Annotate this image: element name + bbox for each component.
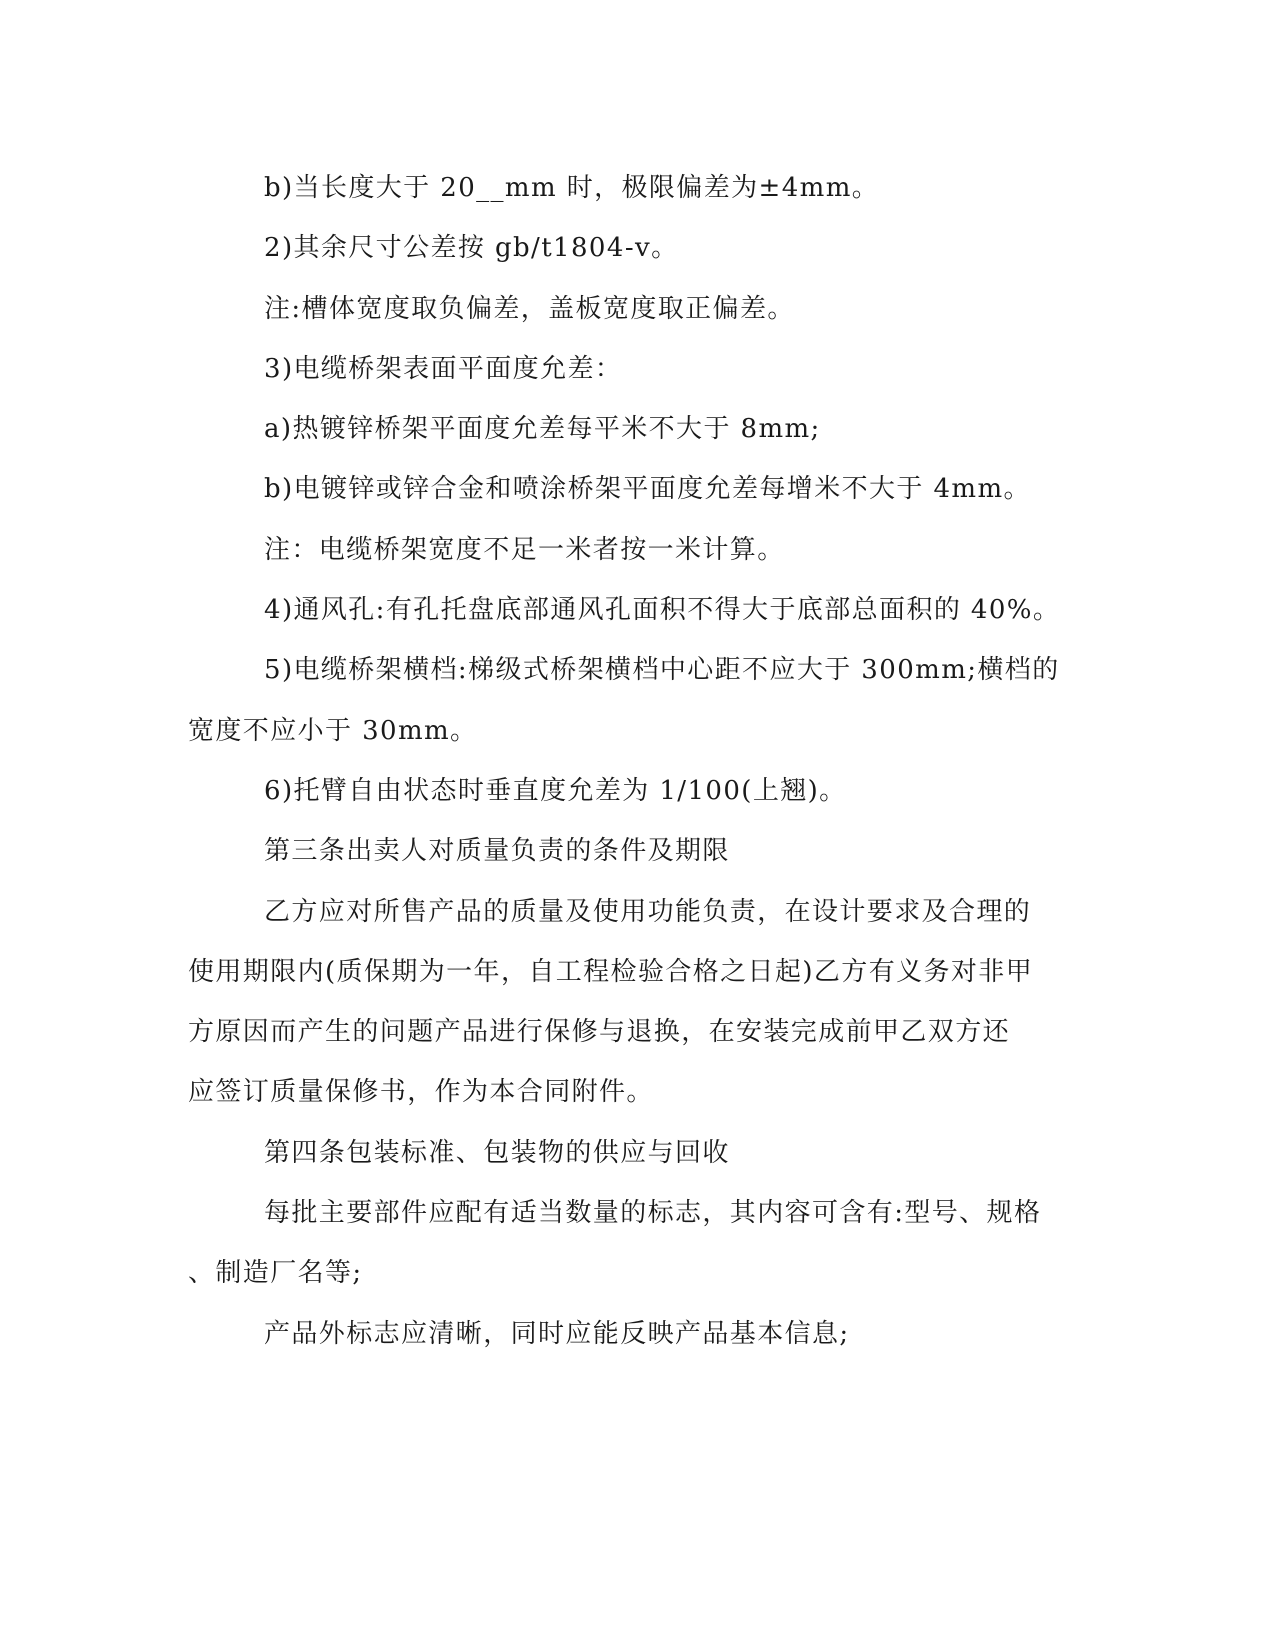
text-line: 乙方应对所售产品的质量及使用功能负责，在设计要求及合理的 [264,896,1032,927]
section-heading: 第四条包装标准、包装物的供应与回收 [264,1137,730,1168]
text-line: 方原因而产生的问题产品进行保修与退换，在安装完成前甲乙双方还 [188,1017,1011,1048]
text-line: a)热镀锌桥架平面度允差每平米不大于 8mm; [264,414,821,445]
text-line: 每批主要部件应配有适当数量的标志，其内容可含有:型号、规格 [264,1198,1042,1229]
text-line: 5)电缆桥架横档:梯级式桥架横档中心距不应大于 300mm;横档的 [264,655,1060,686]
text-line: 应签订质量保修书，作为本合同附件。 [188,1077,654,1108]
text-line: 注：电缆桥架宽度不足一米者按一米计算。 [264,534,785,565]
text-line: b)电镀锌或锌合金和喷涂桥架平面度允差每增米不大于 4mm。 [264,474,1031,505]
text-line: 6)托臂自由状态时垂直度允差为 1/100(上翘)。 [264,775,847,806]
section-heading: 第三条出卖人对质量负责的条件及期限 [264,836,730,867]
text-line: 使用期限内(质保期为一年，自工程检验合格之日起)乙方有义务对非甲 [188,956,1034,987]
text-line: 注:槽体宽度取负偏差，盖板宽度取正偏差。 [264,293,795,324]
text-line: 3)电缆桥架表面平面度允差： [264,353,623,384]
text-line: 产品外标志应清晰，同时应能反映产品基本信息; [264,1318,850,1349]
text-line: 2)其余尺寸公差按 gb/t1804-v。 [264,233,679,264]
text-line: b)当长度大于 20__mm 时，极限偏差为±4mm。 [264,173,880,203]
text-line: 、制造厂名等; [188,1258,363,1289]
text-line: 宽度不应小于 30mm。 [188,715,478,746]
text-line: 4)通风孔:有孔托盘底部通风孔面积不得大于底部总面积的 40%。 [264,595,1061,626]
document-body [188,158,1088,1364]
